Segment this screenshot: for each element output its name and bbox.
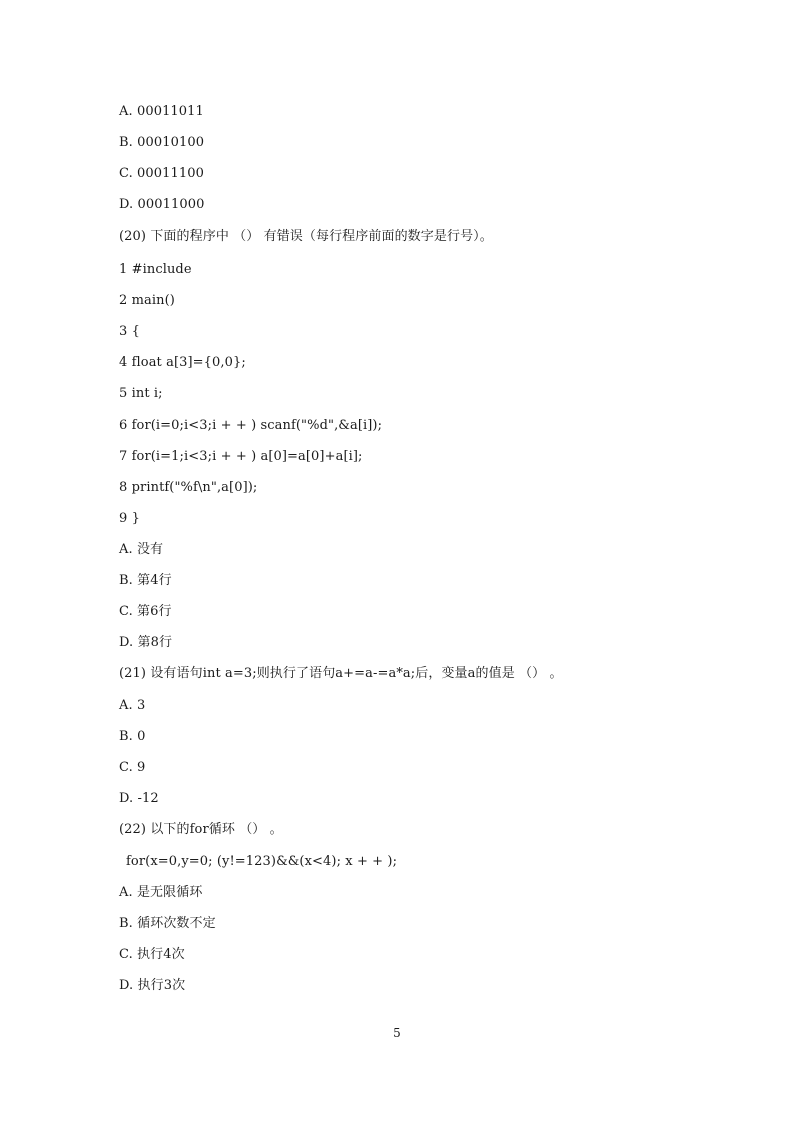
q22-option-c: C. 执行4次 [119, 947, 185, 962]
q20-option-c: C. 第6行 [119, 604, 172, 619]
q22-option-b: B. 循环次数不定 [119, 916, 216, 931]
code-line-5: 5 int i; [119, 386, 163, 401]
q21-option-d: D. -12 [119, 791, 159, 806]
q21-question: (21) 设有语句int a=3;则执行了语句a+=a-=a*a;后，变量a的值是 （） 。 [119, 666, 563, 681]
code-line-2: 2 main() [119, 293, 175, 308]
q20-option-a: A. 没有 [119, 542, 164, 557]
q20-option-d: D. 第8行 [119, 635, 173, 650]
code-line-7: 7 for(i=1;i<3;i + + ) a[0]=a[0]+a[i]; [119, 449, 363, 464]
q22-option-d: D. 执行3次 [119, 978, 186, 993]
q19-option-a: A. 00011011 [119, 104, 204, 119]
q19-option-b: B. 00010100 [119, 135, 205, 150]
q21-option-b: B. 0 [119, 729, 146, 744]
q22-code: for(x=0,y=0; (y!=123)&&(x<4); x + + ); [126, 854, 398, 869]
code-line-4: 4 float a[3]={0,0}; [119, 355, 246, 370]
code-line-3: 3 { [119, 324, 140, 339]
q20-option-b: B. 第4行 [119, 573, 172, 588]
q21-option-c: C. 9 [119, 760, 146, 775]
q21-option-a: A. 3 [119, 698, 146, 713]
q19-option-d: D. 00011000 [119, 197, 205, 212]
q19-option-c: C. 00011100 [119, 166, 205, 181]
code-line-8: 8 printf("%f\n",a[0]); [119, 480, 258, 495]
code-line-9: 9 } [119, 511, 140, 526]
q22-question: (22) 以下的for循环 （） 。 [119, 822, 283, 837]
code-line-6: 6 for(i=0;i<3;i + + ) scanf("%d",&a[i]); [119, 418, 383, 433]
code-line-1: 1 #include [119, 262, 192, 277]
q20-question: (20) 下面的程序中 （） 有错误（每行程序前面的数字是行号）。 [119, 229, 493, 244]
q22-option-a: A. 是无限循环 [119, 885, 203, 900]
page-number: 5 [393, 1026, 401, 1040]
